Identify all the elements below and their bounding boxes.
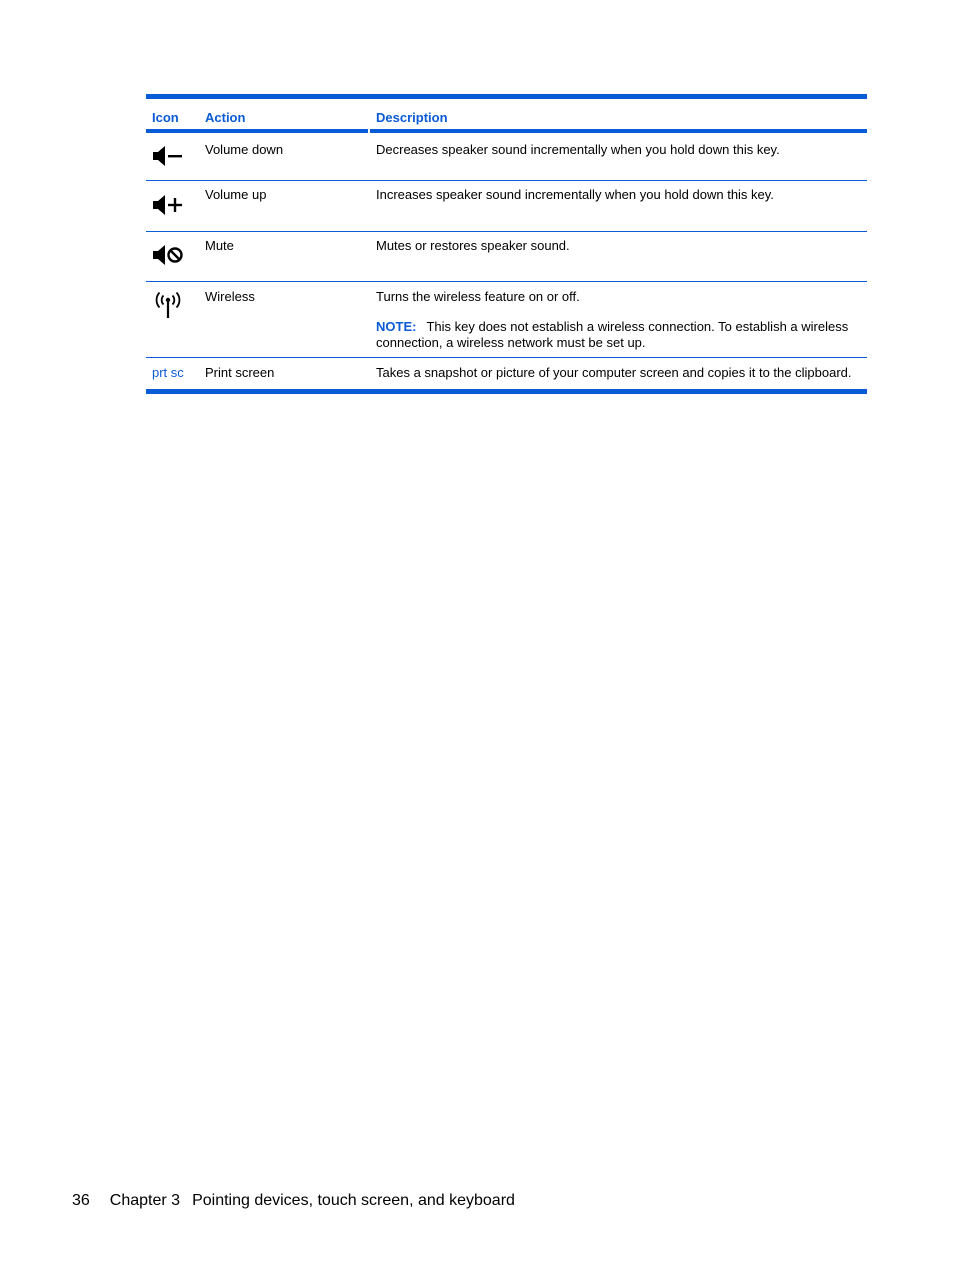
description-volume-up: Increases speaker sound incrementally when you hold down this key. [376, 187, 774, 202]
table-bottom-rule [146, 389, 867, 394]
description-wireless: Turns the wireless feature on or off. [376, 289, 580, 304]
description-volume-down: Decreases speaker sound incrementally when you hold down this key. [376, 142, 780, 157]
function-keys-table [146, 94, 867, 394]
description-mute: Mutes or restores speaker sound. [376, 238, 570, 253]
description-print-screen: Takes a snapshot or picture of your computer screen and copies it to the clipboard. [376, 365, 852, 380]
table-row [146, 181, 867, 232]
wireless-icon [152, 290, 186, 320]
action-volume-down: Volume down [205, 142, 284, 157]
action-volume-up: Volume up [205, 187, 267, 202]
table-header [146, 99, 867, 129]
note-label: NOTE: [376, 319, 417, 334]
volume-up-icon [152, 193, 184, 217]
volume-down-icon [152, 144, 184, 168]
chapter-title: Pointing devices, touch screen, and keyboard [192, 1192, 515, 1209]
action-wireless: Wireless [205, 289, 255, 304]
chapter-label: Chapter 3 [109, 1192, 181, 1209]
note-text: This key does not establish a wireless connection. To establish a wireless connection, a wireless network must be set up. [376, 319, 849, 350]
header-action: Action [205, 110, 246, 125]
page-footer [72, 1192, 535, 1210]
mute-icon [152, 243, 186, 267]
table-row [146, 358, 867, 389]
action-mute: Mute [205, 238, 234, 253]
wireless-note [376, 319, 861, 351]
table-row [146, 232, 867, 282]
header-description: Description [376, 110, 448, 125]
header-icon: Icon [152, 110, 179, 125]
action-print-screen: Print screen [205, 365, 275, 380]
table-row [146, 133, 867, 181]
table-row [146, 282, 867, 358]
prt-sc-key-label: prt sc [152, 365, 184, 380]
page-number: 36 [72, 1192, 90, 1209]
